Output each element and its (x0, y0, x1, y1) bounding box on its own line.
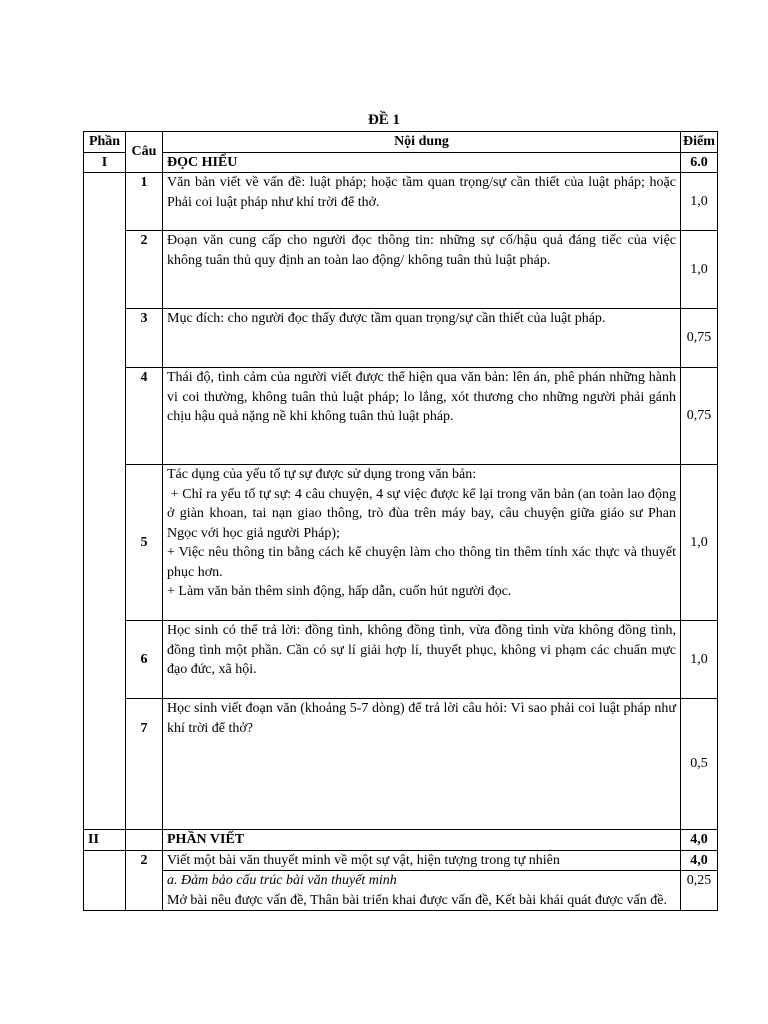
table-row (84, 309, 718, 368)
answer-text: Đoạn văn cung cấp cho người đọc thông tin: những sự cố/hậu quả đáng tiếc của việc không tuân thủ quy định an toàn lao động/ không tuân thủ luật pháp. (163, 231, 681, 309)
criteria-heading: a. Đảm bảo cấu trúc bài văn thuyết minh (167, 873, 397, 888)
section-2-label: PHẦN VIẾT (163, 830, 681, 851)
question-points: 0,5 (681, 699, 718, 830)
answer-text: Thái độ, tình cảm của người viết được thể hiện qua văn bản: lên án, phê phán những hành vi coi thường, không tuân thủ luật pháp; lo lắng, xót thương cho những người phải gánh chịu hậu quả nặng nề khi không tuân thủ luật pháp. (163, 368, 681, 465)
criteria-text: Mở bài nêu được vấn đề, Thân bài triển khai được vấn đề, Kết bài khái quát được vấn đề. (167, 892, 667, 908)
section-1-row (84, 152, 718, 173)
answer-text: Mục đích: cho người đọc thấy được tầm quan trọng/sự cần thiết của luật pháp. (163, 309, 681, 368)
section-2-spacer (126, 830, 163, 851)
question-number: 6 (126, 621, 163, 699)
table-row (84, 850, 718, 871)
question-number: 5 (126, 465, 163, 621)
question-number: 4 (126, 368, 163, 465)
question-number: 3 (126, 309, 163, 368)
section-1-label: ĐỌC HIỂU (163, 152, 681, 173)
table-row (84, 871, 718, 911)
question-points: 1,0 (681, 173, 718, 231)
question-number: 2 (126, 231, 163, 309)
question-points: 1,0 (681, 231, 718, 309)
header-content: Nội dung (163, 132, 681, 153)
question-points: 0,75 (681, 368, 718, 465)
answer-text: Học sinh viết đoạn văn (khoảng 5-7 dòng) để trả lời câu hỏi: Vì sao phải coi luật pháp như khí trời để thở? (163, 699, 681, 830)
part-1-spacer (84, 173, 126, 830)
question-number: 2 (126, 850, 163, 911)
table-row (84, 621, 718, 699)
task-text: Viết một bài văn thuyết minh về một sự vật, hiện tượng trong tự nhiên (163, 850, 681, 871)
section-1-part: I (84, 152, 126, 173)
answer-text: Học sinh có thể trả lời: đồng tình, không đồng tình, vừa đồng tình vừa không đồng tình, đồng tình một phần. Cần có sự lí giải hợp lí, thuyết phục, không vi phạm các chuẩn mực đạo đức, xã hội. (163, 621, 681, 699)
table-row (84, 231, 718, 309)
table-row (84, 699, 718, 830)
table-row (84, 368, 718, 465)
header-question: Câu (126, 132, 163, 173)
section-2-points: 4,0 (681, 830, 718, 851)
answer-table (83, 131, 718, 911)
answer-line: + Chỉ ra yếu tố tự sự: 4 câu chuyện, 4 sự việc được kể lại trong văn bản (an toàn lao động ở giàn khoan, tai nạn giao thông, trò đùa trên máy bay, câu chuyện giữa giáo sư Phan Ngọc với học giả người Pháp); (167, 486, 680, 541)
header-part: Phần (84, 132, 126, 153)
part-2-spacer (84, 850, 126, 911)
task-points: 4,0 (681, 850, 718, 871)
page-title: ĐỀ 1 (367, 112, 401, 128)
question-number (126, 699, 163, 830)
table-header-row (84, 132, 718, 153)
answer-line: Tác dụng của yếu tố tự sự được sử dụng trong văn bản: (167, 467, 477, 482)
sub-criteria (163, 871, 681, 911)
criteria-points: 0,25 (681, 871, 718, 911)
answer-text (163, 465, 681, 621)
section-2-row (84, 830, 718, 851)
table-row (84, 465, 718, 621)
answer-line: + Làm văn bản thêm sinh động, hấp dẫn, cuốn hút người đọc. (167, 584, 512, 599)
question-points: 1,0 (681, 465, 718, 621)
answer-line: + Việc nêu thông tin bằng cách kể chuyện làm cho thông tin thêm tính xác thực và thuyết phục hơn. (167, 545, 676, 580)
table-row (84, 173, 718, 231)
question-points: 1,0 (681, 621, 718, 699)
header-points: Điểm (681, 132, 718, 153)
question-number-text: 7 (140, 721, 148, 736)
section-1-points: 6.0 (681, 152, 718, 173)
section-2-part: II (84, 830, 126, 851)
question-number: 1 (126, 173, 163, 231)
question-points: 0,75 (681, 309, 718, 368)
answer-text: Văn bản viết về vấn đề: luật pháp; hoặc tầm quan trọng/sự cần thiết của luật pháp; hoặc Phải coi luật pháp như khí trời để thở. (163, 173, 681, 231)
